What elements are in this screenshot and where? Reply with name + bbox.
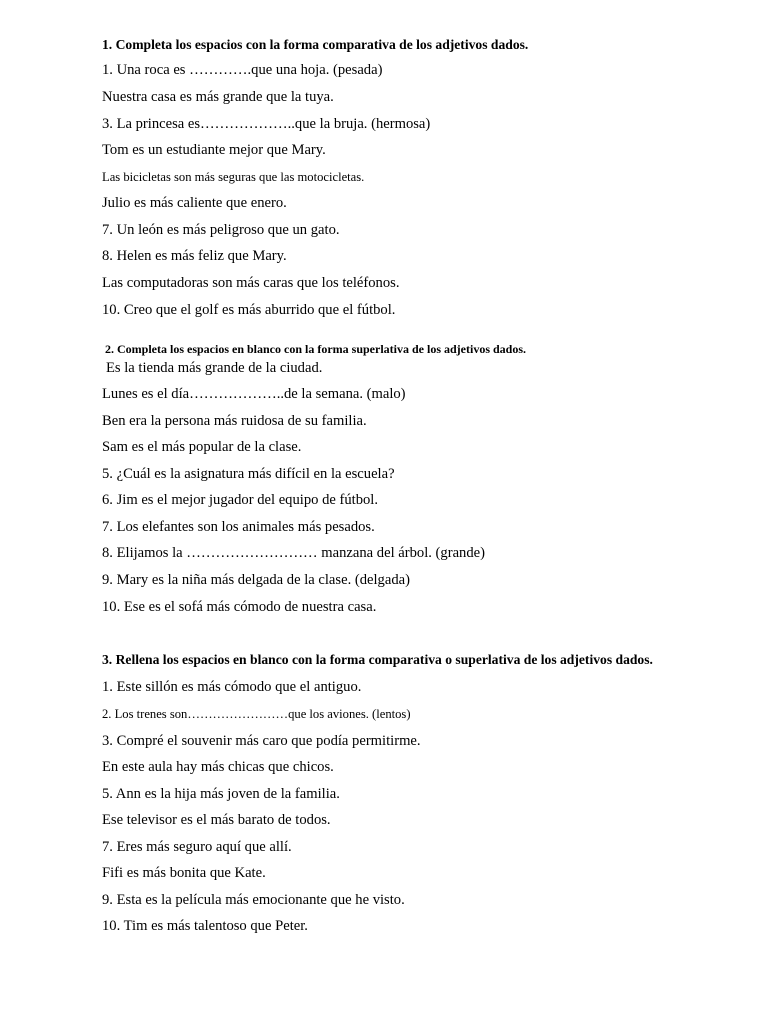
section3-item: En este aula hay más chicas que chicos. [102,759,334,775]
section2-item: 7. Los elefantes son los animales más pesados. [102,519,375,535]
section3-item: 3. Compré el souvenir más caro que podía permitirme. [102,733,421,749]
section2-item: Ben era la persona más ruidosa de su familia. [102,413,367,429]
section2-heading: 2. Completa los espacios en blanco con la forma superlativa de los adjetivos dados. [105,342,527,356]
section2-item: 8. Elijamos la ……………………… manzana del árbol. (grande) [102,545,485,561]
section3-heading: 3. Rellena los espacios en blanco con la forma comparativa o superlativa de los adjetivos dados. [102,652,653,667]
section1-item: Tom es un estudiante mejor que Mary. [102,142,326,158]
section2-item: Es la tienda más grande de la ciudad. [106,360,323,376]
section1-item: 7. Un león es más peligroso que un gato. [102,222,340,238]
section1-item: 3. La princesa es………………..que la bruja. (hermosa) [102,116,431,132]
section3-item: 2. Los trenes son……………………que los aviones. (lentos) [102,707,411,721]
section1-item: Nuestra casa es más grande que la tuya. [102,89,334,105]
section3-item: 10. Tim es más talentoso que Peter. [102,918,308,934]
section1-item: 8. Helen es más feliz que Mary. [102,248,287,264]
section3-item: Fifi es más bonita que Kate. [102,865,266,881]
section3-item: 1. Este sillón es más cómodo que el antiguo. [102,679,362,695]
section2-item: Lunes es el día………………..de la semana. (malo) [102,386,406,402]
section3-item: Ese televisor es el más barato de todos. [102,812,331,828]
section2-item: 5. ¿Cuál es la asignatura más difícil en la escuela? [102,466,395,482]
section2-item: Sam es el más popular de la clase. [102,439,302,455]
section1-heading: 1. Completa los espacios con la forma comparativa de los adjetivos dados. [102,37,529,52]
section2-item: 10. Ese es el sofá más cómodo de nuestra casa. [102,599,377,615]
section3-item: 9. Esta es la película más emocionante que he visto. [102,892,405,908]
section2-item: 6. Jim es el mejor jugador del equipo de fútbol. [102,492,379,508]
section3-item: 7. Eres más seguro aquí que allí. [102,839,292,855]
section1-item: 1. Una roca es ………….que una hoja. (pesada) [102,62,383,78]
section1-item: 10. Creo que el golf es más aburrido que el fútbol. [102,302,396,318]
section1-item: Julio es más caliente que enero. [102,195,287,211]
section1-item: Las computadoras son más caras que los teléfonos. [102,275,400,291]
section3-item: 5. Ann es la hija más joven de la familia. [102,786,340,802]
section1-item: Las bicicletas son más seguras que las motocicletas. [102,170,365,184]
section2-item: 9. Mary es la niña más delgada de la clase. (delgada) [102,572,410,588]
